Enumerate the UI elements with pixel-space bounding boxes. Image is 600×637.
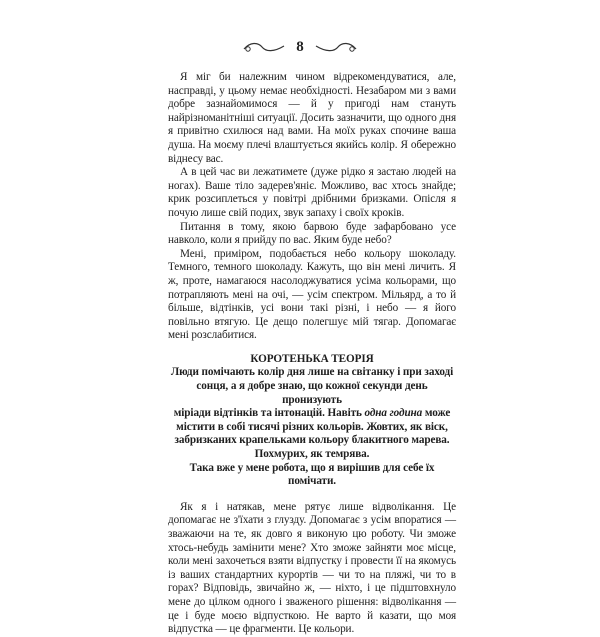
section-heading: КОРОТЕНЬКА ТЕОРІЯ [250,352,374,365]
right-flourish-icon [314,40,358,54]
spacer [168,489,456,501]
theory-line-part: міріади відтінків та інтонацій. Навіть [173,407,362,420]
theory-block [168,366,456,488]
theory-line: Люди помічають колір дня лише на світанку і при заході [170,366,454,379]
theory-line: забризканих крапельками кольору блакитного марева. [174,434,450,447]
left-flourish-icon [242,40,286,54]
theory-line [168,407,456,421]
paragraph: Мені, приміром, подобається небо кольору шоколаду. Темного, темного шоколаду. Кажуть, що він мені личить. Я ж, проте, намагаюся насолоджуватися усіма кольорами, що потрапляють мені на очі, — усім спектром. Мільярд, а то й більше, відтінків, усі вони такі різні, і небо — я його повільно втягую. Це дещо полегшує мій тягар. Допомагає мені розслабитися. [168,247,456,342]
theory-line: Похмурих, як темрява. [254,448,370,461]
paragraph: Питання в тому, якою барвою буде зафарбовано усе навколо, коли я прийду по вас. Яким буде небо? [168,220,456,247]
paragraph: Я міг би належним чином відрекомендуватися, але, насправді, у цьому немає необхідності. Незабаром ми з вами добре зазнайомимося — й у пригоді нам стануть найрізноманітніші ситуації. Досить зазначити, що одного дня я привітно схилюся над вами. На моїх руках спочине ваша душа. На моєму плечі влаштується якийсь колір. Я обережно віднесу вас. [168,71,456,165]
theory-line: Така вже у мене робота, що я вирішив для себе їх помічати. [189,461,435,488]
emphasis-text: одна година [364,407,423,420]
theory-line: сонця, а я добре знаю, що кожної секунди день пронизують [196,380,428,406]
paragraph: А в цей час ви лежатимете (дуже рідко я застаю людей на ногах). Ваше тіло задерев'яніє. Можливо, вас хтось знайде; крик розсиплеться у повітрі дрібними бризками. Опісля я почую лише свій подих, звук запаху і своїх кроків. [168,166,456,219]
paragraph: Як я і натякав, мене рятує лише відволікання. Це допомагає не з'їхати з глузду. Допомагає з усім впоратися — зважаючи на те, як довго я виконую цю роботу. Чи зможе хтось-небудь замінити мене? Хто зможе зайняти моє місце, коли мені захочеться взяти відпустку і провести її на якомусь із ваших стандартних курортів — чи то на пляжі, чи то в горах? Відповідь, звичайно ж, — ніхто, і це підштовхнуло мене до цілком одного і зваженого рішення: відволікання — це і буде моєю відпусткою. Не варто й казати, що моя відпустка — це фрагменти. Це кольори. [168,500,456,636]
theory-line-part: може [424,407,451,420]
page-number: 8 [296,38,304,55]
theory-line: містити в собі тисячі різних кольорів. Жовтих, як віск, [176,420,448,433]
text-body [168,71,456,637]
page-header [0,36,600,58]
